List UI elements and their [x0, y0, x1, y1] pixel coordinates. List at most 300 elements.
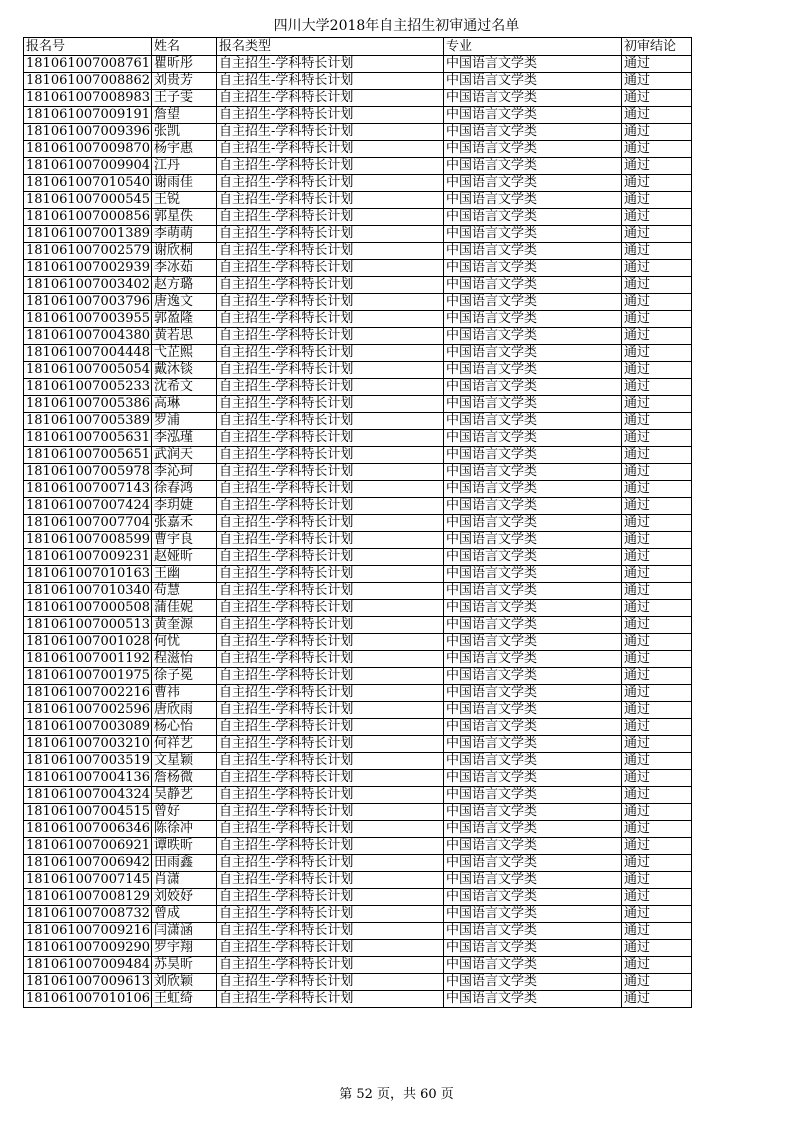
cell-major: 中国语言文学类 [444, 974, 622, 991]
cell-student-name: 张凯 [152, 124, 217, 141]
cell-review-result: 通过 [622, 430, 692, 447]
cell-review-result: 通过 [622, 668, 692, 685]
cell-application-type: 自主招生-学科特长计划 [217, 362, 444, 379]
document-title: 四川大学2018年自主招生初审通过名单 [273, 18, 520, 34]
table-row [24, 549, 692, 566]
table-row [24, 855, 692, 872]
cell-major: 中国语言文学类 [444, 379, 622, 396]
cell-registration-number: 181061007000513 [24, 617, 152, 634]
cell-registration-number: 181061007006942 [24, 855, 152, 872]
cell-student-name: 唐欣雨 [152, 702, 217, 719]
cell-major: 中国语言文学类 [444, 90, 622, 107]
cell-application-type: 自主招生-学科特长计划 [217, 158, 444, 175]
header-review-result: 初审结论 [622, 38, 692, 56]
cell-application-type: 自主招生-学科特长计划 [217, 549, 444, 566]
cell-review-result: 通过 [622, 940, 692, 957]
cell-application-type: 自主招生-学科特长计划 [217, 651, 444, 668]
cell-application-type: 自主招生-学科特长计划 [217, 226, 444, 243]
header-application-type: 报名类型 [217, 38, 444, 56]
cell-application-type: 自主招生-学科特长计划 [217, 107, 444, 124]
cell-major: 中国语言文学类 [444, 685, 622, 702]
table-row [24, 447, 692, 464]
cell-application-type: 自主招生-学科特长计划 [217, 872, 444, 889]
cell-major: 中国语言文学类 [444, 192, 622, 209]
cell-registration-number: 181061007004448 [24, 345, 152, 362]
table-row [24, 481, 692, 498]
table-row [24, 634, 692, 651]
cell-student-name: 弋芷熙 [152, 345, 217, 362]
table-row [24, 260, 692, 277]
cell-registration-number: 181061007005386 [24, 396, 152, 413]
cell-registration-number: 181061007000856 [24, 209, 152, 226]
cell-major: 中国语言文学类 [444, 634, 622, 651]
cell-review-result: 通过 [622, 974, 692, 991]
cell-student-name: 田雨鑫 [152, 855, 217, 872]
cell-major: 中国语言文学类 [444, 991, 622, 1008]
cell-student-name: 李玥婕 [152, 498, 217, 515]
cell-student-name: 曾成 [152, 906, 217, 923]
cell-student-name: 唐逸文 [152, 294, 217, 311]
cell-review-result: 通过 [622, 804, 692, 821]
cell-student-name: 罗宇翔 [152, 940, 217, 957]
table-row [24, 90, 692, 107]
cell-registration-number: 181061007010340 [24, 583, 152, 600]
header-registration-number: 报名号 [24, 38, 152, 56]
cell-student-name: 谢雨佳 [152, 175, 217, 192]
cell-review-result: 通过 [622, 957, 692, 974]
cell-student-name: 刘贵芳 [152, 73, 217, 90]
cell-review-result: 通过 [622, 651, 692, 668]
cell-review-result: 通过 [622, 549, 692, 566]
cell-major: 中国语言文学类 [444, 549, 622, 566]
cell-student-name: 刘欣颖 [152, 974, 217, 991]
cell-major: 中国语言文学类 [444, 345, 622, 362]
cell-major: 中国语言文学类 [444, 294, 622, 311]
cell-student-name: 曾好 [152, 804, 217, 821]
cell-review-result: 通过 [622, 532, 692, 549]
cell-student-name: 曹宇良 [152, 532, 217, 549]
cell-review-result: 通过 [622, 481, 692, 498]
cell-application-type: 自主招生-学科特长计划 [217, 124, 444, 141]
cell-student-name: 李沁珂 [152, 464, 217, 481]
table-row [24, 566, 692, 583]
table-body [24, 56, 692, 1008]
cell-review-result: 通过 [622, 634, 692, 651]
table-row [24, 770, 692, 787]
cell-review-result: 通过 [622, 515, 692, 532]
cell-registration-number: 181061007003210 [24, 736, 152, 753]
cell-review-result: 通过 [622, 362, 692, 379]
table-row [24, 124, 692, 141]
cell-student-name: 刘姣妤 [152, 889, 217, 906]
cell-major: 中国语言文学类 [444, 328, 622, 345]
table-row [24, 345, 692, 362]
cell-major: 中国语言文学类 [444, 141, 622, 158]
cell-student-name: 蒲佳妮 [152, 600, 217, 617]
cell-registration-number: 181061007007424 [24, 498, 152, 515]
cell-application-type: 自主招生-学科特长计划 [217, 668, 444, 685]
cell-registration-number: 181061007005054 [24, 362, 152, 379]
header-name: 姓名 [152, 38, 217, 56]
table-row [24, 685, 692, 702]
cell-student-name: 王子雯 [152, 90, 217, 107]
cell-review-result: 通过 [622, 872, 692, 889]
cell-major: 中国语言文学类 [444, 243, 622, 260]
table-row [24, 498, 692, 515]
cell-student-name: 曹祎 [152, 685, 217, 702]
cell-major: 中国语言文学类 [444, 73, 622, 90]
cell-application-type: 自主招生-学科特长计划 [217, 481, 444, 498]
cell-review-result: 通过 [622, 396, 692, 413]
cell-major: 中国语言文学类 [444, 583, 622, 600]
cell-registration-number: 181061007009396 [24, 124, 152, 141]
cell-review-result: 通过 [622, 107, 692, 124]
cell-application-type: 自主招生-学科特长计划 [217, 719, 444, 736]
table-row [24, 804, 692, 821]
cell-review-result: 通过 [622, 311, 692, 328]
table-row [24, 702, 692, 719]
cell-registration-number: 181061007005631 [24, 430, 152, 447]
cell-application-type: 自主招生-学科特长计划 [217, 753, 444, 770]
cell-student-name: 徐子冕 [152, 668, 217, 685]
cell-major: 中国语言文学类 [444, 396, 622, 413]
cell-application-type: 自主招生-学科特长计划 [217, 702, 444, 719]
cell-student-name: 黄若思 [152, 328, 217, 345]
cell-application-type: 自主招生-学科特长计划 [217, 855, 444, 872]
cell-registration-number: 181061007001975 [24, 668, 152, 685]
cell-student-name: 闫潇涵 [152, 923, 217, 940]
header-major: 专业 [444, 38, 622, 56]
cell-registration-number: 181061007007145 [24, 872, 152, 889]
cell-student-name: 何忧 [152, 634, 217, 651]
cell-major: 中国语言文学类 [444, 753, 622, 770]
cell-application-type: 自主招生-学科特长计划 [217, 974, 444, 991]
cell-application-type: 自主招生-学科特长计划 [217, 430, 444, 447]
cell-application-type: 自主招生-学科特长计划 [217, 940, 444, 957]
cell-major: 中国语言文学类 [444, 600, 622, 617]
cell-major: 中国语言文学类 [444, 804, 622, 821]
cell-review-result: 通过 [622, 566, 692, 583]
table-header [24, 38, 692, 56]
cell-registration-number: 181061007008129 [24, 889, 152, 906]
cell-review-result: 通过 [622, 447, 692, 464]
cell-student-name: 程滋怡 [152, 651, 217, 668]
cell-review-result: 通过 [622, 821, 692, 838]
cell-application-type: 自主招生-学科特长计划 [217, 56, 444, 73]
cell-major: 中国语言文学类 [444, 515, 622, 532]
cell-registration-number: 181061007008761 [24, 56, 152, 73]
cell-review-result: 通过 [622, 685, 692, 702]
cell-review-result: 通过 [622, 192, 692, 209]
cell-review-result: 通过 [622, 600, 692, 617]
cell-major: 中国语言文学类 [444, 906, 622, 923]
cell-student-name: 武润天 [152, 447, 217, 464]
cell-application-type: 自主招生-学科特长计划 [217, 260, 444, 277]
cell-registration-number: 181061007009484 [24, 957, 152, 974]
cell-student-name: 张嘉禾 [152, 515, 217, 532]
table-row [24, 192, 692, 209]
page-footer: 第 52 页，共 60 页 [339, 1087, 454, 1102]
cell-major: 中国语言文学类 [444, 821, 622, 838]
cell-student-name: 戴沐锬 [152, 362, 217, 379]
cell-student-name: 杨宇惠 [152, 141, 217, 158]
cell-application-type: 自主招生-学科特长计划 [217, 498, 444, 515]
cell-major: 中国语言文学类 [444, 855, 622, 872]
table-row [24, 787, 692, 804]
cell-application-type: 自主招生-学科特长计划 [217, 923, 444, 940]
cell-review-result: 通过 [622, 124, 692, 141]
table-row [24, 515, 692, 532]
cell-major: 中国语言文学类 [444, 940, 622, 957]
cell-major: 中国语言文学类 [444, 736, 622, 753]
cell-registration-number: 181061007000545 [24, 192, 152, 209]
table-row [24, 753, 692, 770]
cell-review-result: 通过 [622, 158, 692, 175]
cell-application-type: 自主招生-学科特长计划 [217, 90, 444, 107]
table-row [24, 277, 692, 294]
cell-registration-number: 181061007000508 [24, 600, 152, 617]
cell-student-name: 李泓瑾 [152, 430, 217, 447]
cell-registration-number: 181061007003796 [24, 294, 152, 311]
table-row [24, 379, 692, 396]
cell-review-result: 通过 [622, 991, 692, 1008]
cell-registration-number: 181061007003089 [24, 719, 152, 736]
cell-application-type: 自主招生-学科特长计划 [217, 821, 444, 838]
cell-application-type: 自主招生-学科特长计划 [217, 413, 444, 430]
cell-application-type: 自主招生-学科特长计划 [217, 277, 444, 294]
cell-major: 中国语言文学类 [444, 175, 622, 192]
cell-registration-number: 181061007004380 [24, 328, 152, 345]
cell-major: 中国语言文学类 [444, 957, 622, 974]
cell-application-type: 自主招生-学科特长计划 [217, 770, 444, 787]
cell-review-result: 通过 [622, 345, 692, 362]
table-row [24, 600, 692, 617]
cell-major: 中国语言文学类 [444, 532, 622, 549]
cell-student-name: 苟慧 [152, 583, 217, 600]
cell-registration-number: 181061007009870 [24, 141, 152, 158]
cell-registration-number: 181061007004515 [24, 804, 152, 821]
cell-review-result: 通过 [622, 73, 692, 90]
cell-student-name: 罗浦 [152, 413, 217, 430]
cell-registration-number: 181061007003402 [24, 277, 152, 294]
table-row [24, 923, 692, 940]
cell-major: 中国语言文学类 [444, 770, 622, 787]
cell-major: 中国语言文学类 [444, 209, 622, 226]
cell-application-type: 自主招生-学科特长计划 [217, 192, 444, 209]
cell-registration-number: 181061007001389 [24, 226, 152, 243]
table-row [24, 651, 692, 668]
cell-major: 中国语言文学类 [444, 668, 622, 685]
cell-application-type: 自主招生-学科特长计划 [217, 685, 444, 702]
cell-major: 中国语言文学类 [444, 277, 622, 294]
table-row [24, 940, 692, 957]
cell-registration-number: 181061007002216 [24, 685, 152, 702]
cell-application-type: 自主招生-学科特长计划 [217, 294, 444, 311]
table-row [24, 73, 692, 90]
cell-application-type: 自主招生-学科特长计划 [217, 328, 444, 345]
cell-registration-number: 181061007010540 [24, 175, 152, 192]
admission-list-table [23, 37, 692, 1008]
table-row [24, 668, 692, 685]
cell-major: 中国语言文学类 [444, 107, 622, 124]
cell-application-type: 自主招生-学科特长计划 [217, 804, 444, 821]
cell-major: 中国语言文学类 [444, 923, 622, 940]
cell-review-result: 通过 [622, 906, 692, 923]
cell-review-result: 通过 [622, 583, 692, 600]
cell-application-type: 自主招生-学科特长计划 [217, 175, 444, 192]
cell-student-name: 李萌萌 [152, 226, 217, 243]
cell-registration-number: 181061007005233 [24, 379, 152, 396]
cell-application-type: 自主招生-学科特长计划 [217, 634, 444, 651]
cell-student-name: 沈希文 [152, 379, 217, 396]
cell-registration-number: 181061007009216 [24, 923, 152, 940]
cell-application-type: 自主招生-学科特长计划 [217, 838, 444, 855]
cell-registration-number: 181061007009613 [24, 974, 152, 991]
cell-application-type: 自主招生-学科特长计划 [217, 447, 444, 464]
cell-student-name: 吴静艺 [152, 787, 217, 804]
cell-registration-number: 181061007008732 [24, 906, 152, 923]
cell-registration-number: 181061007008862 [24, 73, 152, 90]
cell-review-result: 通过 [622, 770, 692, 787]
cell-application-type: 自主招生-学科特长计划 [217, 889, 444, 906]
cell-major: 中国语言文学类 [444, 311, 622, 328]
cell-student-name: 王锐 [152, 192, 217, 209]
cell-application-type: 自主招生-学科特长计划 [217, 141, 444, 158]
table-row [24, 719, 692, 736]
table-row [24, 991, 692, 1008]
cell-application-type: 自主招生-学科特长计划 [217, 583, 444, 600]
table-row [24, 209, 692, 226]
cell-application-type: 自主招生-学科特长计划 [217, 515, 444, 532]
cell-registration-number: 181061007005978 [24, 464, 152, 481]
cell-application-type: 自主招生-学科特长计划 [217, 736, 444, 753]
cell-review-result: 通过 [622, 379, 692, 396]
cell-review-result: 通过 [622, 464, 692, 481]
cell-major: 中国语言文学类 [444, 838, 622, 855]
cell-major: 中国语言文学类 [444, 498, 622, 515]
cell-registration-number: 181061007008983 [24, 90, 152, 107]
cell-student-name: 何祥艺 [152, 736, 217, 753]
table-row [24, 311, 692, 328]
header-row [24, 38, 692, 56]
table-row [24, 396, 692, 413]
cell-application-type: 自主招生-学科特长计划 [217, 379, 444, 396]
cell-registration-number: 181061007007704 [24, 515, 152, 532]
cell-review-result: 通过 [622, 838, 692, 855]
cell-registration-number: 181061007005389 [24, 413, 152, 430]
cell-review-result: 通过 [622, 294, 692, 311]
cell-student-name: 赵方璐 [152, 277, 217, 294]
cell-review-result: 通过 [622, 753, 692, 770]
table-row [24, 532, 692, 549]
cell-student-name: 谭昳昕 [152, 838, 217, 855]
cell-review-result: 通过 [622, 617, 692, 634]
cell-student-name: 赵娅昕 [152, 549, 217, 566]
cell-registration-number: 181061007005651 [24, 447, 152, 464]
cell-major: 中国语言文学类 [444, 447, 622, 464]
table-row [24, 107, 692, 124]
table-row [24, 362, 692, 379]
cell-registration-number: 181061007001028 [24, 634, 152, 651]
cell-review-result: 通过 [622, 260, 692, 277]
cell-major: 中国语言文学类 [444, 362, 622, 379]
cell-student-name: 谢欣桐 [152, 243, 217, 260]
cell-registration-number: 181061007006921 [24, 838, 152, 855]
table-row [24, 736, 692, 753]
cell-student-name: 徐春鸿 [152, 481, 217, 498]
cell-registration-number: 181061007007143 [24, 481, 152, 498]
cell-major: 中国语言文学类 [444, 430, 622, 447]
cell-major: 中国语言文学类 [444, 260, 622, 277]
cell-student-name: 肖潇 [152, 872, 217, 889]
cell-registration-number: 181061007002596 [24, 702, 152, 719]
cell-review-result: 通过 [622, 736, 692, 753]
table-row [24, 464, 692, 481]
cell-student-name: 高琳 [152, 396, 217, 413]
cell-registration-number: 181061007004324 [24, 787, 152, 804]
cell-review-result: 通过 [622, 141, 692, 158]
table-row [24, 141, 692, 158]
cell-review-result: 通过 [622, 855, 692, 872]
cell-application-type: 自主招生-学科特长计划 [217, 532, 444, 549]
cell-registration-number: 181061007003955 [24, 311, 152, 328]
table-row [24, 957, 692, 974]
table-row [24, 583, 692, 600]
cell-student-name: 杨心怡 [152, 719, 217, 736]
cell-major: 中国语言文学类 [444, 617, 622, 634]
cell-major: 中国语言文学类 [444, 719, 622, 736]
cell-registration-number: 181061007009231 [24, 549, 152, 566]
cell-review-result: 通过 [622, 719, 692, 736]
cell-major: 中国语言文学类 [444, 158, 622, 175]
cell-review-result: 通过 [622, 889, 692, 906]
table-row [24, 158, 692, 175]
cell-registration-number: 181061007006346 [24, 821, 152, 838]
cell-student-name: 文星颖 [152, 753, 217, 770]
cell-review-result: 通过 [622, 175, 692, 192]
cell-application-type: 自主招生-学科特长计划 [217, 957, 444, 974]
table-row [24, 974, 692, 991]
cell-major: 中国语言文学类 [444, 787, 622, 804]
table-row [24, 430, 692, 447]
cell-registration-number: 181061007010106 [24, 991, 152, 1008]
table-row [24, 175, 692, 192]
cell-major: 中国语言文学类 [444, 226, 622, 243]
cell-application-type: 自主招生-学科特长计划 [217, 906, 444, 923]
table-row [24, 906, 692, 923]
cell-major: 中国语言文学类 [444, 566, 622, 583]
table-row [24, 413, 692, 430]
cell-application-type: 自主招生-学科特长计划 [217, 600, 444, 617]
cell-student-name: 詹杨微 [152, 770, 217, 787]
cell-major: 中国语言文学类 [444, 464, 622, 481]
cell-application-type: 自主招生-学科特长计划 [217, 73, 444, 90]
cell-student-name: 黄奎源 [152, 617, 217, 634]
cell-registration-number: 181061007010163 [24, 566, 152, 583]
cell-student-name: 郭星佚 [152, 209, 217, 226]
cell-review-result: 通过 [622, 328, 692, 345]
cell-major: 中国语言文学类 [444, 651, 622, 668]
cell-registration-number: 181061007004136 [24, 770, 152, 787]
cell-registration-number: 181061007001192 [24, 651, 152, 668]
cell-registration-number: 181061007008599 [24, 532, 152, 549]
cell-review-result: 通过 [622, 787, 692, 804]
cell-major: 中国语言文学类 [444, 124, 622, 141]
cell-student-name: 陈徐冲 [152, 821, 217, 838]
cell-review-result: 通过 [622, 56, 692, 73]
cell-student-name: 江丹 [152, 158, 217, 175]
table-row [24, 243, 692, 260]
